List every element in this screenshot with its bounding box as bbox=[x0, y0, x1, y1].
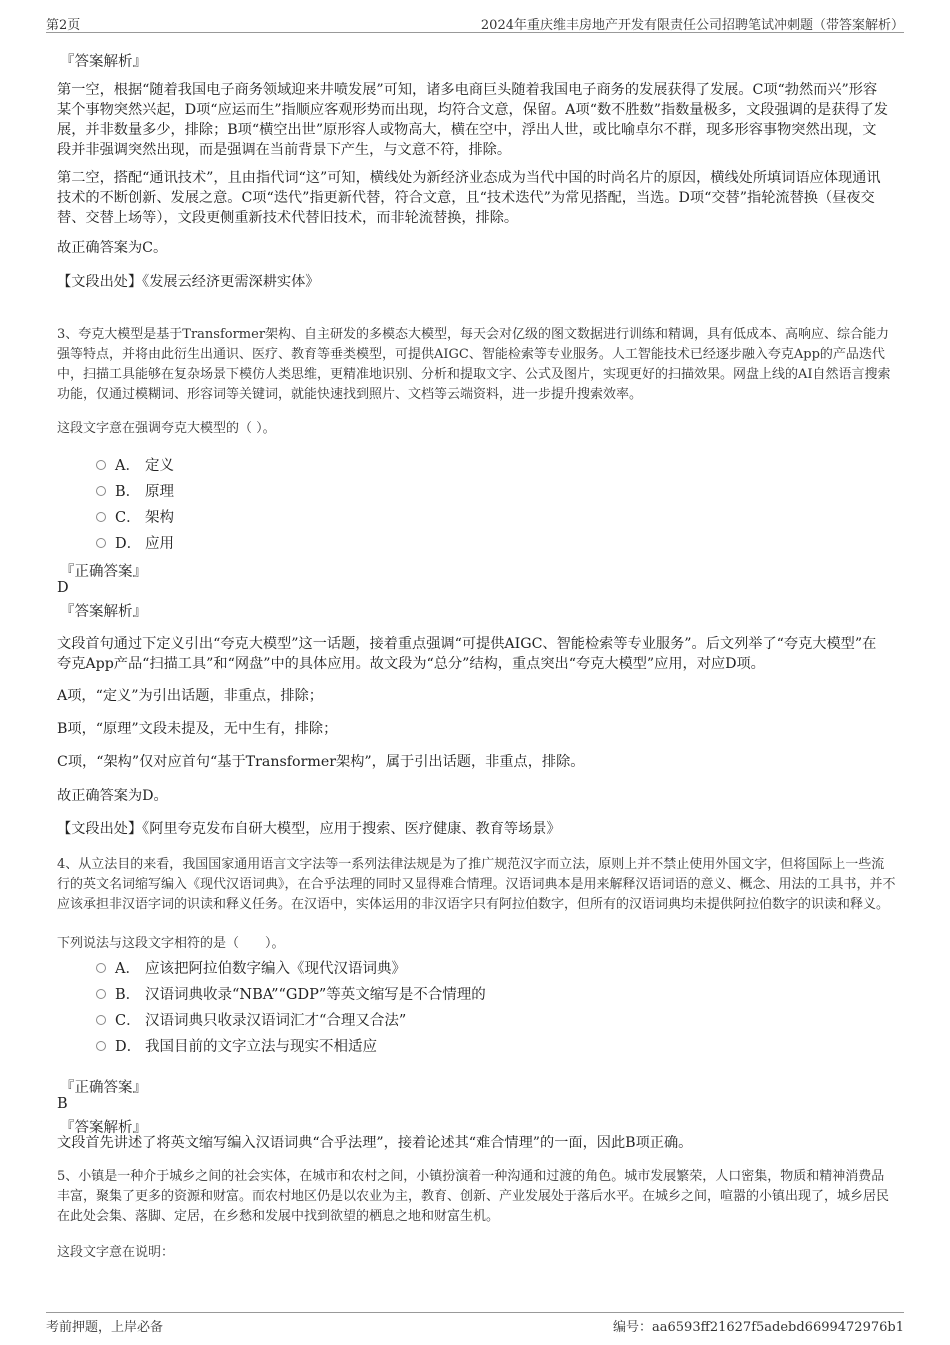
radio-icon[interactable] bbox=[96, 512, 106, 522]
footer-slogan: 考前押题，上岸必备 bbox=[46, 1320, 164, 1335]
q2-analysis-p1: 第一空，根据“随着我国电子商务领域迎来井喷发展”可知，诸多电商巨头随着我国电子商务的发展获得了发展。C项“勃然而兴”形容某个事物突然兴起，D项“应运而生”指顺应客观形势而出现，均符合文意，保留。A项“数不胜数”指数量极多，文段强调的是获得了发展，并非数量多少，排除；B项“横空出世”原形容人或物高大，横在空中，浮出人世，或比喻卓尔不群，现多形容事物突然出现，文段并非强调突然出现，而是强调在当前背景下产生，与文意不符，排除。 bbox=[57, 82, 888, 158]
q3-option-a[interactable]: A． 定义 bbox=[96, 454, 174, 475]
q3-analysis-b: B项，“原理”文段未提及，无中生有，排除； bbox=[57, 721, 338, 737]
q3-analysis-p1: 文段首句通过下定义引出“夸克大模型”这一话题，接着重点强调“可提供AIGC、智能检索等专业服务”。后文列举了“夸克大模型”在夸克App产品“扫描工具”和“网盘”中的具体应用。故文段为“总分”结构，重点突出“夸克大模型”应用，对应D项。 bbox=[57, 636, 877, 672]
q5-question: 这段文字意在说明： bbox=[57, 1245, 175, 1260]
page-number: 第2页 bbox=[46, 18, 81, 33]
q3-analysis-c: C项，“架构”仅对应首句“基于Transformer架构”，属于引出话题，非重点，排除。 bbox=[57, 754, 585, 770]
q4-option-a[interactable]: A． 应该把阿拉伯数字编入《现代汉语词典》 bbox=[96, 957, 406, 978]
q2-conclusion: 故正确答案为C。 bbox=[57, 240, 168, 256]
q3-option-c[interactable]: C． 架构 bbox=[96, 506, 174, 527]
q2-source: 【文段出处】《发展云经济更需深耕实体》 bbox=[57, 274, 320, 290]
q4-stem: 4、从立法目的来看，我国国家通用语言文字法等一系列法律法规是为了推广规范汉字而立法，原则上并不禁止使用外国文字，但将国际上一些流行的英文名词缩写编入《现代汉语词典》，在合乎法理的同时又显得难合情理。汉语词典本是用来解释汉语词语的意义、概念、用法的工具书，并不应该承担非汉语字词的识读和释义任务。在汉语中，实体运用的非汉语字只有阿拉伯数字，但所有的汉语词典均未提供阿拉伯数字的识读和释义。 bbox=[57, 857, 896, 912]
q4-option-b[interactable]: B． 汉语词典收录“NBA”“GDP”等英文缩写是不合情理的 bbox=[96, 983, 486, 1004]
q4-question: 下列说法与这段文字相符的是（ ）。 bbox=[57, 936, 285, 951]
q3-answer: D bbox=[57, 580, 69, 596]
q4-analysis-label: 『答案解析』 bbox=[60, 1120, 147, 1136]
q2-analysis-p2: 第二空，搭配“通讯技术”，且由指代词“这”可知，横线处为新经济业态成为当代中国的时尚名片的原因，横线处所填词语应体现通讯技术的不断创新、发展之意。C项“迭代”指更新代替，符合文意，且“技术迭代”为常见搭配，当选。D项“交替”指轮流替换（昼夜交替、交替上场等），文段更侧重新技术代替旧技术，而非轮流替换，排除。 bbox=[57, 170, 881, 226]
q4-answer-label: 『正确答案』 bbox=[60, 1080, 147, 1096]
radio-icon[interactable] bbox=[96, 989, 106, 999]
radio-icon[interactable] bbox=[96, 460, 106, 470]
q2-analysis-label: 『答案解析』 bbox=[60, 54, 147, 70]
q3-answer-label: 『正确答案』 bbox=[60, 564, 147, 580]
radio-icon[interactable] bbox=[96, 1015, 106, 1025]
q3-conclusion: 故正确答案为D。 bbox=[57, 788, 168, 804]
q3-option-b[interactable]: B． 原理 bbox=[96, 480, 174, 501]
radio-icon[interactable] bbox=[96, 486, 106, 496]
q5-stem: 5、小镇是一种介于城乡之间的社会实体，在城市和农村之间，小镇扮演着一种沟通和过渡的角色。城市发展繁荣，人口密集，物质和精神消费品丰富，聚集了更多的资源和财富。而农村地区仍是以农业为主，教育、创新、产业发展处于落后水平。在城乡之间，喧嚣的小镇出现了，城乡居民在此处会集、落脚、定居，在乡愁和发展中找到欲望的栖息之地和财富生机。 bbox=[57, 1169, 890, 1224]
document-id: 编号：aa6593ff21627f5adebd6699472976b1 bbox=[613, 1320, 904, 1335]
radio-icon[interactable] bbox=[96, 963, 106, 973]
q3-option-d[interactable]: D． 应用 bbox=[96, 532, 174, 553]
document-title: 2024年重庆维丰房地产开发有限责任公司招聘笔试冲刺题（带答案解析） bbox=[480, 18, 904, 33]
q4-option-c[interactable]: C． 汉语词典只收录汉语词汇才“合理又合法” bbox=[96, 1009, 406, 1030]
q3-stem: 3、夸克大模型是基于Transformer架构、自主研发的多模态大模型，每天会对亿级的图文数据进行训练和精调，具有低成本、高响应、综合能力强等特点，并将由此衍生出通识、医疗、教育等垂类模型，可提供AIGC、智能检索等专业服务。人工智能技术已经逐步融入夸克App的产品迭代中，扫描工具能够在复杂场景下模仿人类思维，更精准地识别、分析和提取文字、公式及图片，实现更好的扫描效果。网盘上线的AI自然语言搜索功能，仅通过模糊词、形容词等关键词，就能快速找到照片、文档等云端资料，进一步提升搜索效率。 bbox=[57, 327, 891, 402]
q3-question: 这段文字意在强调夸克大模型的（ ）。 bbox=[57, 421, 276, 436]
radio-icon[interactable] bbox=[96, 538, 106, 548]
q4-analysis-p1: 文段首先讲述了将英文缩写编入汉语词典“合乎法理”，接着论述其“难合情理”的一面，因此B项正确。 bbox=[57, 1135, 693, 1151]
q3-source: 【文段出处】《阿里夸克发布自研大模型，应用于搜索、医疗健康、教育等场景》 bbox=[57, 821, 561, 837]
radio-icon[interactable] bbox=[96, 1041, 106, 1051]
page-header bbox=[46, 12, 904, 33]
q4-option-d[interactable]: D． 我国目前的文字立法与现实不相适应 bbox=[96, 1035, 377, 1056]
q4-answer: B bbox=[57, 1096, 68, 1112]
q3-analysis-label: 『答案解析』 bbox=[60, 604, 147, 620]
page-footer bbox=[46, 1312, 904, 1333]
q3-analysis-a: A项，“定义”为引出话题，非重点，排除； bbox=[57, 688, 323, 704]
